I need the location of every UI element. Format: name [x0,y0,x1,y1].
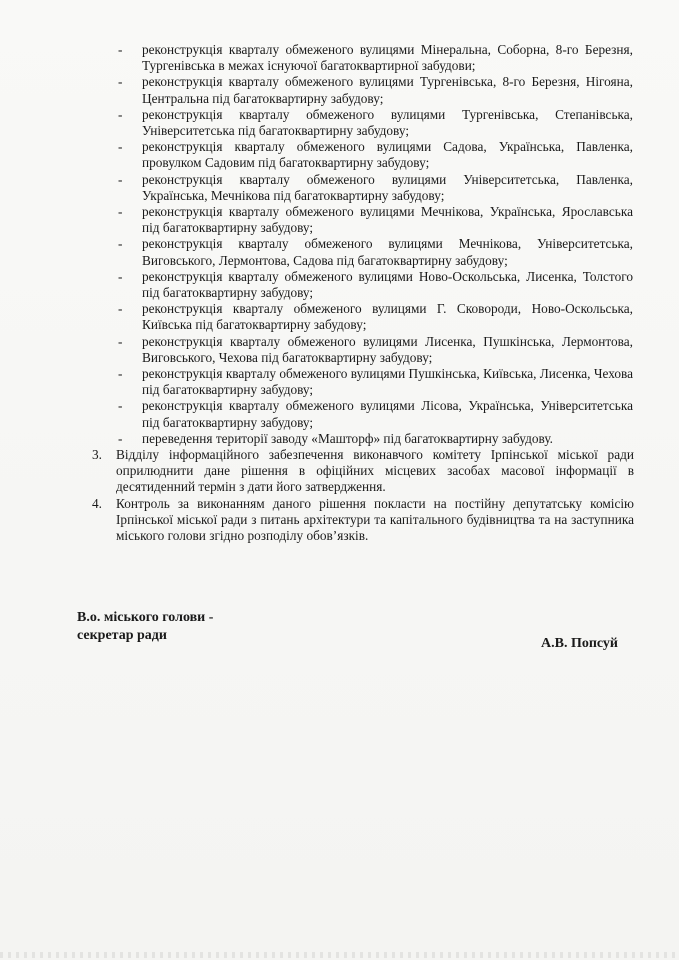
paragraph-text: Відділу інформаційного забезпечення виконавчого комітету Ірпінської міської ради оприлюднити дане рішення в офіційних місцевих засобах масової інформації в десятиденний термін з дати його затвердження. [116,447,634,495]
list-item [118,301,633,333]
list-item [118,366,633,398]
signatory-title [77,609,213,645]
dash-marker: - [118,366,123,382]
dash-marker: - [118,236,123,252]
paragraph-number: 4. [92,496,102,511]
list-item [118,236,633,268]
quarters-list [118,42,633,447]
list-item-text: реконструкція кварталу обмеженого вулицями Садова, Українська, Павленка, провулком Садовим під багатоквартирну забудову; [142,139,633,171]
list-item [118,107,633,139]
dash-marker: - [118,42,123,57]
list-item-text: реконструкція кварталу обмеженого вулицями Тургенівська, 8-го Березня, Нігояна, Центральна під багатоквартирну забудову; [142,74,633,106]
scan-edge-artifact [0,952,679,958]
paragraph-4 [92,496,634,545]
list-item-text: реконструкція кварталу обмеженого вулицями Мінеральна, Соборна, 8-го Березня, Тургенівська в межах існуючої багатоквартирної забудови; [142,42,633,74]
list-item [118,74,633,106]
dash-marker: - [118,74,123,90]
dash-marker: - [118,139,123,155]
list-item-text: реконструкція кварталу обмеженого вулицями Мечнікова, Університетська, Виговського, Лермонтова, Садова під багатоквартирну забудову; [142,236,633,268]
list-item [118,398,633,430]
list-item [118,204,633,236]
list-item-text: реконструкція кварталу обмеженого вулицями Ново-Оскольська, Лисенка, Толстого під багатоквартирну забудову; [142,268,633,301]
paragraph-number: 3. [92,447,102,462]
paragraph-3 [92,447,634,496]
list-item [118,42,633,74]
dash-marker: - [118,268,123,284]
signatory-title-line1: В.о. міського голови - [77,610,214,625]
list-item-text: переведення території заводу «Машторф» під багатоквартирну забудову. [142,430,554,446]
list-item-text: реконструкція кварталу обмеженого вулицями Мечнікова, Українська, Ярославська під багатоквартирну забудову; [142,204,633,236]
dash-marker: - [118,171,123,187]
list-item [118,269,633,301]
list-item-text: реконструкція кварталу обмеженого вулицями Пушкінська, Київська, Лисенка, Чехова під багатоквартирну забудову; [142,366,633,398]
paragraph-text: Контроль за виконанням даного рішення покласти на постійну депутатську комісію Ірпінської міської ради з питань архітектури та капітального будівництва та на заступника міського голови згідно розподілу обов’язків. [116,496,634,544]
list-item [118,334,633,366]
dash-marker: - [118,301,123,317]
list-item [118,431,633,447]
dash-marker: - [118,430,123,446]
dash-marker: - [118,106,123,122]
list-item-text: реконструкція кварталу обмеженого вулицями Лисенка, Пушкінська, Лермонтова, Виговського, Чехова під багатоквартирну забудову; [142,333,633,365]
dash-marker: - [118,333,123,349]
list-item [118,172,633,204]
dash-marker: - [118,398,123,414]
list-item-text: реконструкція кварталу обмеженого вулицями Лісова, Українська, Університетська під багатоквартирну забудову; [142,398,633,430]
signatory-name: А.В. Попсуй [541,636,618,651]
list-item-text: реконструкція кварталу обмеженого вулицями Університетська, Павленка, Українська, Мечнікова під багатоквартирну забудову; [142,171,633,203]
list-item-text: реконструкція кварталу обмеженого вулицями Тургенівська, Степанівська, Університетська під багатоквартирну забудову; [142,106,633,139]
dash-marker: - [118,204,123,220]
list-item-text: реконструкція кварталу обмеженого вулицями Г. Сковороди, Ново-Оскольська, Київська під багатоквартирну забудову; [142,301,633,333]
signatory-title-line2: секретар ради [77,628,167,643]
list-item [118,139,633,171]
